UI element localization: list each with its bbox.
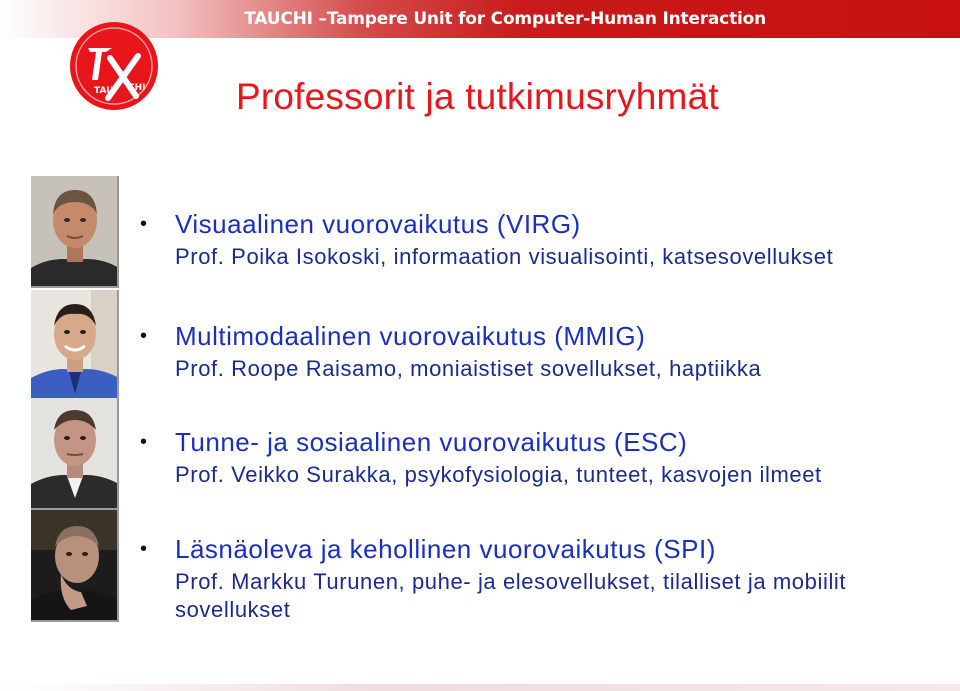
group-description: Prof. Markku Turunen, puhe- ja elesovellukset, tilalliset ja mobiilit sovellukset	[175, 569, 847, 622]
portrait-photo-4	[31, 510, 119, 622]
group-description: Prof. Roope Raisamo, moniaistiset sovellukset, haptiikka	[175, 356, 762, 381]
group-title: Visuaalinen vuorovaikutus (VIRG)	[175, 209, 581, 239]
bullet: •	[140, 431, 148, 453]
tauchi-logo	[68, 18, 160, 114]
portrait-photo-1	[31, 176, 119, 288]
bullet: •	[140, 325, 148, 347]
logo-text-tau: TAU	[94, 86, 114, 96]
group-title: Multimodaalinen vuorovaikutus (MMIG)	[175, 321, 646, 351]
group-title: Tunne- ja sosiaalinen vuorovaikutus (ESC)	[175, 427, 688, 457]
header-title: TAUCHI –Tampere Unit for Computer-Human Interaction	[244, 9, 766, 29]
group-title: Läsnäoleva ja kehollinen vuorovaikutus (SPI)	[175, 534, 716, 564]
tauchi-logo-icon	[68, 18, 160, 114]
bullet: •	[140, 538, 148, 560]
logo-text-chi: CHI	[128, 83, 146, 93]
group-description: Prof. Poika Isokoski, informaation visualisointi, katsesovellukset	[175, 244, 834, 269]
page-title: Professorit ja tutkimusryhmät	[236, 76, 719, 117]
footer-divider	[0, 684, 960, 691]
portrait-photo-3	[31, 398, 119, 510]
bullet: •	[140, 213, 148, 235]
portrait-photo-2	[31, 290, 119, 402]
group-description: Prof. Veikko Surakka, psykofysiologia, tunteet, kasvojen ilmeet	[175, 462, 822, 487]
